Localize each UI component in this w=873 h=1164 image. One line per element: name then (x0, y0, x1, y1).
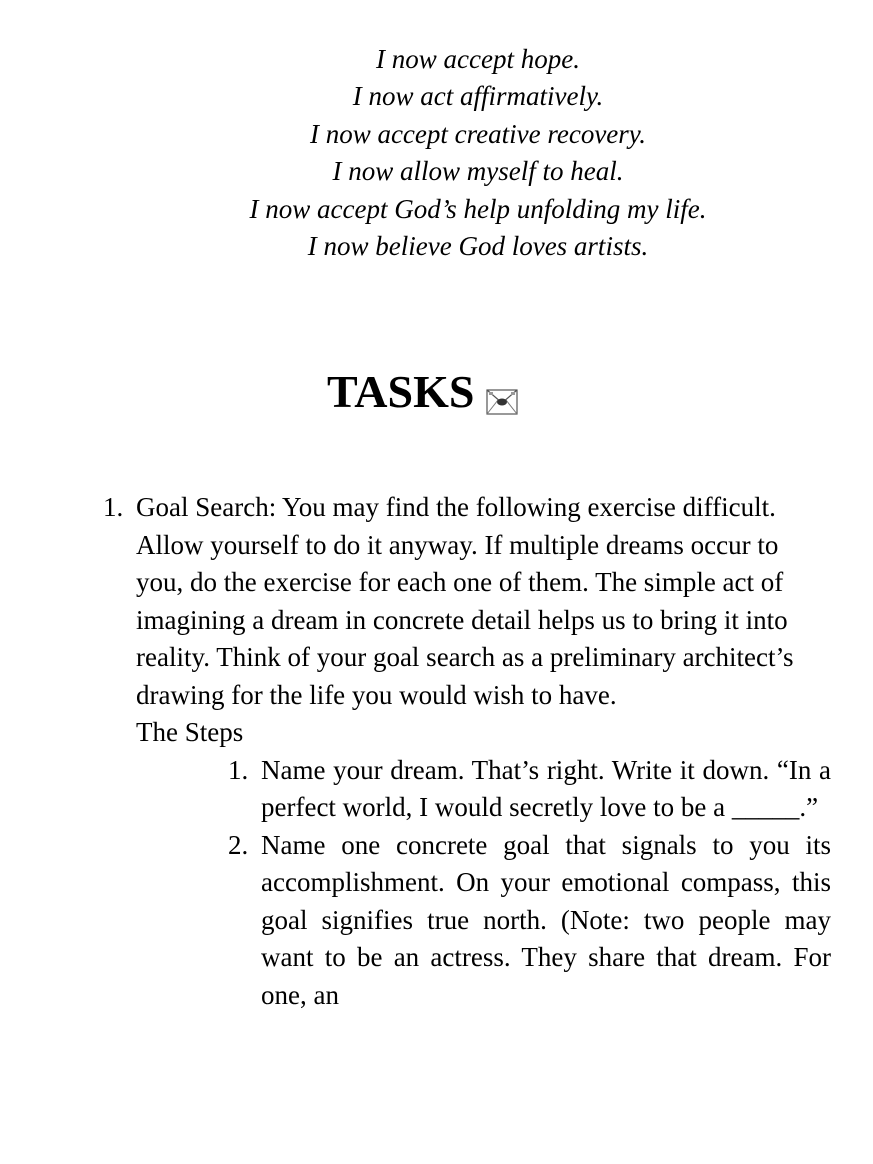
affirmation-line: I now accept creative recovery. (309, 118, 647, 149)
affirmation-line: I now allow myself to heal. (332, 156, 624, 187)
affirmation-line: I now accept God’s help unfolding my life. (249, 193, 707, 224)
tasks-heading (327, 362, 518, 422)
step-text: Name one concrete goal that signals to you its accomplishment. On your emotional compass, this goal signifies true north. (Note: two people may want to be an actress. They share that dream. For one, an (261, 829, 831, 1010)
task-text: Goal Search: You may find the following exercise difficult. Allow yourself to do it anyway. If multiple dreams occur to you, do the exercise for each one of them. The simple act of imagining a dream in concrete detail helps us to bring it into reality. Think of your goal search as a preliminary architect’s drawing for the life you would wish to have. (136, 492, 794, 710)
step-item (228, 752, 831, 827)
step-number: 2. (228, 829, 249, 860)
steps-heading: The Steps (136, 717, 244, 747)
affirmations-list (0, 41, 873, 265)
steps-list (228, 752, 831, 1015)
affirmation-line: I now act affirmatively. (352, 81, 604, 112)
step-number: 1. (228, 754, 249, 785)
affirmation-line: I now accept hope. (376, 44, 580, 74)
affirmation-line: I now believe God loves artists. (307, 231, 649, 262)
step-item (228, 827, 831, 1015)
tasks-title: TASKS (327, 366, 475, 417)
step-text: Name your dream. That’s right. Write it down. “In a perfect world, I would secretly love to be a _____.” (261, 754, 831, 822)
task-item (103, 489, 831, 1014)
task-list (103, 489, 831, 1014)
envelope-icon (486, 370, 518, 396)
task-number: 1. (103, 492, 124, 522)
